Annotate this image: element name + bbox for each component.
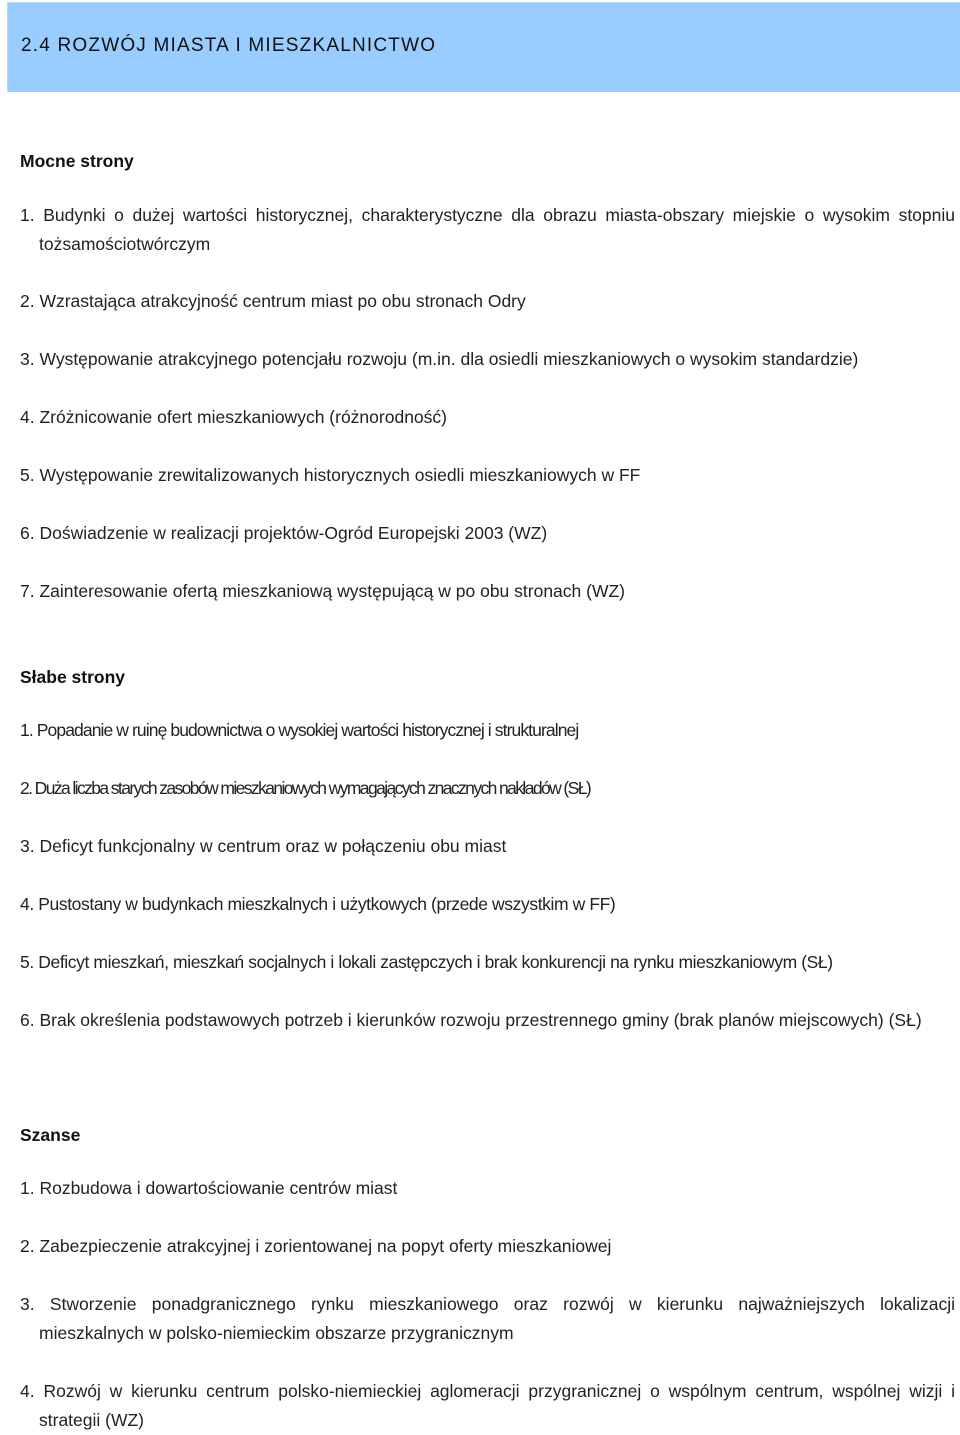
weakness-item-5: 5. Deficyt mieszkań, mieszkań socjalnych i lokali zastępczych i brak konkurencji na rynku mieszkaniowym (SŁ) — [20, 952, 833, 972]
strength-item-1: 1. Budynki o dużej wartości historycznej, charakterystyczne dla obrazu miasta-obszary miejskie o wysokim stopniu tożsamościotwórczym — [20, 205, 955, 254]
opportunity-item-3: 3. Stworzenie ponadgranicznego rynku mieszkaniowego oraz rozwój w kierunku najważniejszych lokalizacji mieszkalnych w polsko-niemieckim obszarze przygranicznym — [20, 1294, 955, 1343]
section-title-strengths: Mocne strony — [20, 151, 134, 171]
weakness-item-1: 1. Popadanie w ruinę budownictwa o wysokiej wartości historycznej i strukturalnej — [20, 720, 579, 740]
strength-item-3: 3. Występowanie atrakcyjnego potencjału rozwoju (m.in. dla osiedli mieszkaniowych o wysokim standardzie) — [20, 349, 859, 369]
section-header-bar — [7, 2, 960, 92]
strength-item-6: 6. Doświadzenie w realizacji projektów-Ogród Europejski 2003 (WZ) — [20, 523, 548, 543]
strength-item-4: 4. Zróżnicowanie ofert mieszkaniowych (różnorodność) — [20, 407, 447, 427]
section-heading: 2.4 ROZWÓJ MIASTA I MIESZKALNICTWO — [21, 35, 437, 56]
opportunity-item-2: 2. Zabezpieczenie atrakcyjnej i zorientowanej na popyt oferty mieszkaniowej — [20, 1236, 612, 1256]
section-title-weaknesses: Słabe strony — [20, 667, 126, 687]
weakness-item-2: 2. Duża liczba starych zasobów mieszkaniowych wymagających znacznych nakładów (SŁ) — [20, 778, 591, 798]
section-title-opportunities: Szanse — [20, 1125, 81, 1145]
strength-item-5: 5. Występowanie zrewitalizowanych historycznych osiedli mieszkaniowych w FF — [20, 465, 641, 485]
opportunity-item-4: 4. Rozwój w kierunku centrum polsko-niemieckiej aglomeracji przygranicznej o wspólnym centrum, wspólnej wizji i strategii (WZ) — [20, 1381, 955, 1430]
weakness-item-4: 4. Pustostany w budynkach mieszkalnych i użytkowych (przede wszystkim w FF) — [20, 894, 616, 914]
weakness-item-6: 6. Brak określenia podstawowych potrzeb i kierunków rozwoju przestrennego gminy (brak planów miejscowych) (SŁ) — [20, 1010, 922, 1030]
opportunity-item-1: 1. Rozbudowa i dowartościowanie centrów miast — [20, 1178, 398, 1198]
weakness-item-3: 3. Deficyt funkcjonalny w centrum oraz w połączeniu obu miast — [20, 836, 507, 856]
strength-item-2: 2. Wzrastająca atrakcyjność centrum miast po obu stronach Odry — [20, 291, 526, 311]
strength-item-7: 7. Zainteresowanie ofertą mieszkaniową występującą w po obu stronach (WZ) — [20, 581, 625, 601]
